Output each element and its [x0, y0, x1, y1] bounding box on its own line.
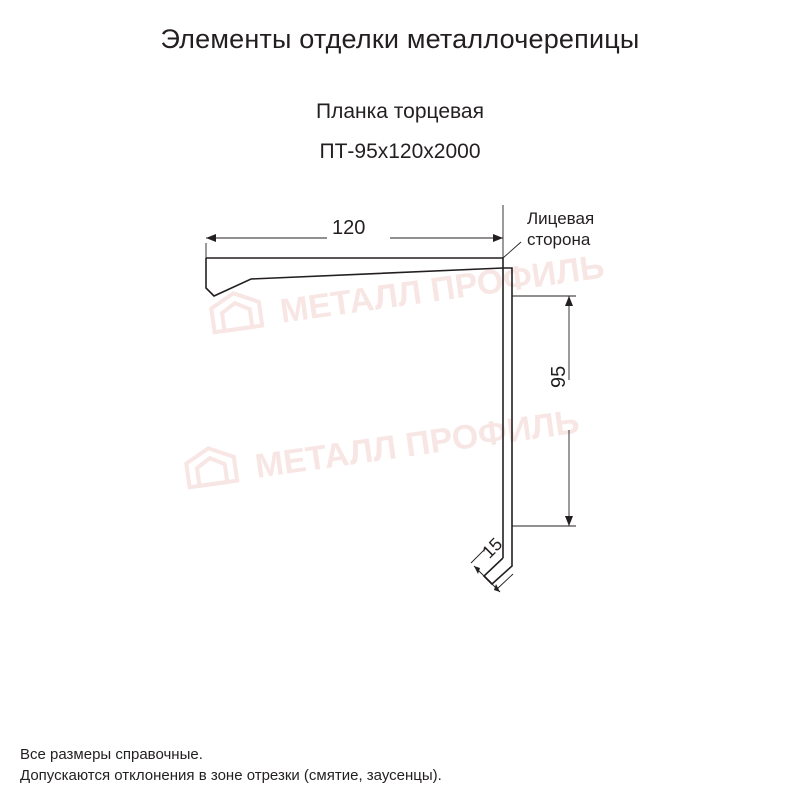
page-title: Элементы отделки металлочерепицы [160, 24, 640, 54]
note-line-1: Все размеры справочные. [20, 746, 203, 763]
dimension-label-lip: 15 [478, 533, 507, 563]
footer-notes [20, 744, 442, 786]
product-code: ПТ-95х120х2000 [319, 140, 481, 163]
product-name: Планка торцевая [316, 100, 484, 123]
dimension-label-width: 120 [332, 217, 366, 239]
note-line-2: Допускаются отклонения в зоне отрезки (смятие, заусенцы). [20, 767, 442, 784]
dimension-label-height: 95 [548, 365, 570, 388]
svg-text:МЕТАЛЛ ПРОФИЛЬ: МЕТАЛЛ ПРОФИЛЬ [277, 247, 607, 331]
face-side-line1: Лицевая [527, 209, 595, 228]
svg-text:МЕТАЛЛ ПРОФИЛЬ: МЕТАЛЛ ПРОФИЛЬ [252, 402, 582, 486]
face-side-line2: сторона [527, 230, 591, 249]
face-side-annotation [527, 208, 594, 250]
